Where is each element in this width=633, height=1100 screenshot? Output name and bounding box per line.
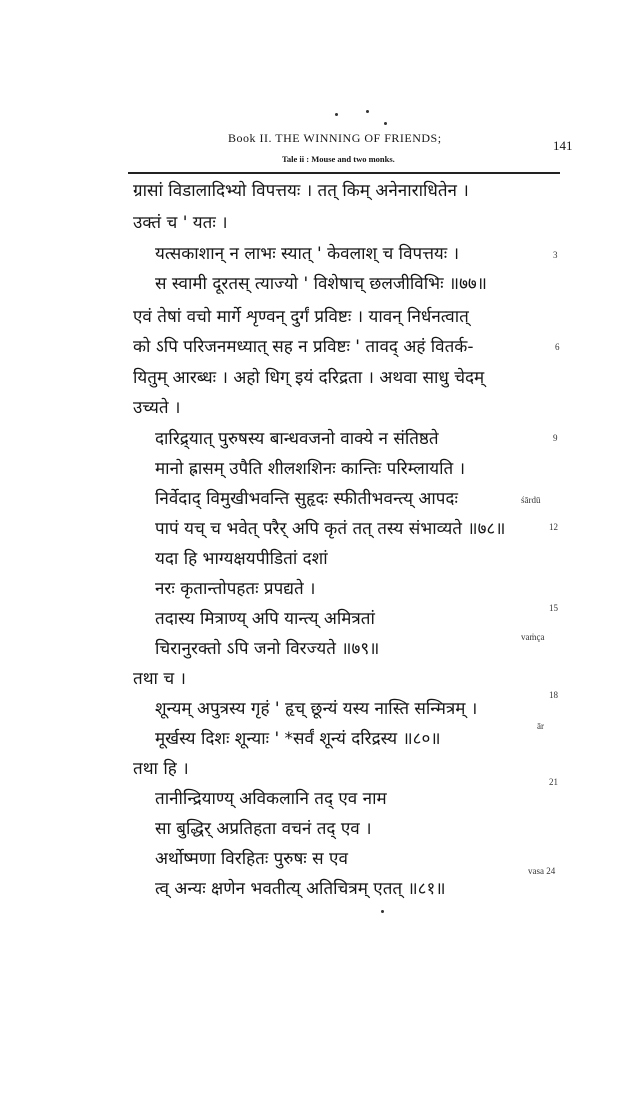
text-line: पापं यच् च भवेत् परैर् अपि कृतं तत् तस्य संभाव्यते ॥७८॥ (155, 519, 506, 539)
text-line: त्व् अन्यः क्षणेन भवतीत्य् अतिचित्रम् एतत् ॥८१॥ (155, 879, 446, 899)
line-number: 18 (549, 690, 558, 700)
line-number: 12 (549, 522, 558, 532)
subhead: Tale ii : Mouse and two monks. (282, 154, 395, 164)
text-line: तदास्य मित्राण्य् अपि यान्त्य् अमित्रतां (155, 609, 375, 629)
text-line: एवं तेषां वचो मार्गे शृण्वन् दुर्गं प्रविष्टः । यावन् निर्धनत्वात् (133, 307, 469, 327)
text-line: को ऽपि परिजनमध्यात् सह न प्रविष्टः ' तावद् अहं वितर्क- (133, 337, 474, 357)
text-line: मानो ह्रासम् उपैति शीलशशिनः कान्तिः परिम्लायति । (155, 459, 466, 479)
line-number: 15 (549, 603, 558, 613)
text-line: नरः कृतान्तोपहतः प्रपद्यते । (155, 579, 316, 599)
text-line: यदा हि भाग्यक्षयपीडितां दशां (155, 549, 328, 569)
line-number: 3 (553, 250, 558, 260)
meter-label: vasa 24 (528, 866, 556, 876)
page-number: 141 (553, 138, 573, 153)
text-line: निर्वेदाद् विमुखीभवन्ति सुहृदः स्फीतीभवन्त्य् आपदः (155, 489, 458, 509)
line-number: 9 (553, 433, 558, 443)
speck (366, 110, 369, 113)
meter-label: ār (537, 721, 544, 731)
line-number: 6 (555, 342, 560, 352)
text-line: उक्तं च ' यतः । (133, 213, 228, 233)
header-rule (128, 172, 560, 174)
text-line: उच्यते । (133, 398, 181, 418)
text-line: अर्थोष्मणा विरहितः पुरुषः स एव (155, 849, 348, 869)
text-line: तथा हि । (133, 759, 189, 779)
text-line: शून्यम् अपुत्रस्य गृहं ' हृच् छून्यं यस्य नास्ति सन्मित्रम् । (155, 699, 478, 719)
running-head: Book II. THE WINNING OF FRIENDS; (228, 131, 442, 145)
text-line: स स्वामी दूरतस् त्याज्यो ' विशेषाच् छलजीविभिः ॥७७॥ (155, 274, 487, 294)
meter-label: śārdū (521, 495, 541, 505)
meter-label: vaṁça (521, 632, 545, 642)
text-line: मूर्खस्य दिशः शून्याः ' *सर्वं शून्यं दरिद्रस्य ॥८०॥ (155, 729, 441, 749)
text-line: तथा च । (133, 669, 187, 689)
text-line: सा बुद्धिर् अप्रतिहता वचनं तद् एव । (155, 819, 372, 839)
text-line: तानीन्द्रियाण्य् अविकलानि तद् एव नाम (155, 789, 387, 809)
speck (381, 910, 384, 913)
text-line: यितुम् आरब्धः । अहो धिग् इयं दरिद्रता । अथवा साधु चेदम् (133, 368, 485, 388)
text-line: दारिद्र्यात् पुरुषस्य बान्धवजनो वाक्ये न संतिष्ठते (155, 429, 439, 449)
line-number: 21 (549, 777, 558, 787)
speck (384, 122, 387, 125)
text-line: यत्सकाशान् न लाभः स्यात् ' केवलाश् च विपत्तयः । (155, 244, 460, 264)
text-line: चिरानुरक्तो ऽपि जनो विरज्यते ॥७९॥ (155, 639, 380, 659)
text-line: ग्रासां विडालादिभ्यो विपत्तयः । तत् किम् अनेनाराधितेन । (133, 181, 469, 201)
speck (335, 113, 338, 116)
